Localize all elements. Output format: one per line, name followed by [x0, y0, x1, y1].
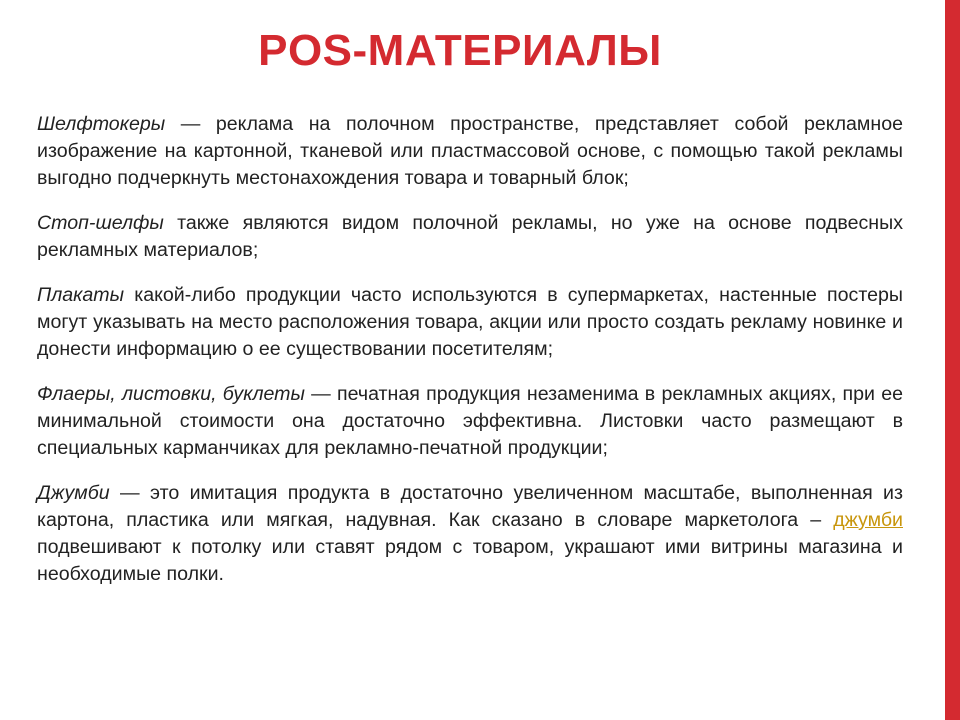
term: Шелфтокеры — [37, 113, 181, 135]
jumbo-link[interactable]: джумби — [833, 509, 903, 531]
paragraph-jumbo — [37, 480, 903, 588]
definition: какой-либо продукции часто используются в супермаркетах, настенные постеры могут указывать на место расположения товара, акции или просто создать рекламу новинке и донести информацию о ее существовании посетителям; — [37, 284, 903, 360]
definition: также являются видом полочной рекламы, но уже на основе подвесных рекламных материалов; — [37, 212, 903, 261]
accent-bar — [945, 0, 960, 720]
definition: — это имитация продукта в достаточно увеличенном масштабе, выполненная из картона, пластика или мягкая, надувная. Как сказано в словаре маркетолога – — [37, 482, 903, 531]
term: Флаеры, листовки, буклеты — [37, 383, 305, 405]
paragraph-posters — [37, 282, 903, 363]
paragraph-flyers — [37, 381, 903, 462]
term: Плакаты — [37, 284, 125, 306]
definition-continued: подвешивают к потолку или ставят рядом с товаром, украшают ими витрины магазина и необходимые полки. — [37, 536, 903, 585]
term: Стоп-шелфы — [37, 212, 164, 234]
paragraph-stop-shelves — [37, 210, 903, 264]
paragraph-shelf-talkers — [37, 111, 903, 192]
definition: — реклама на полочном пространстве, представляет собой рекламное изображение на картонной, тканевой или пластмассовой основе, с помощью такой рекламы выгодно подчеркнуть местонахождения товара и товарный блок; — [37, 113, 903, 189]
slide-title: POS-МАТЕРИАЛЫ — [258, 26, 662, 75]
term: Джумби — [37, 482, 110, 504]
slide-body — [37, 111, 903, 606]
definition: — печатная продукция незаменима в рекламных акциях, при ее минимальной стоимости она достаточно эффективна. Листовки часто размещают в специальных карманчиках для рекламно-печатной продукции; — [37, 383, 904, 459]
